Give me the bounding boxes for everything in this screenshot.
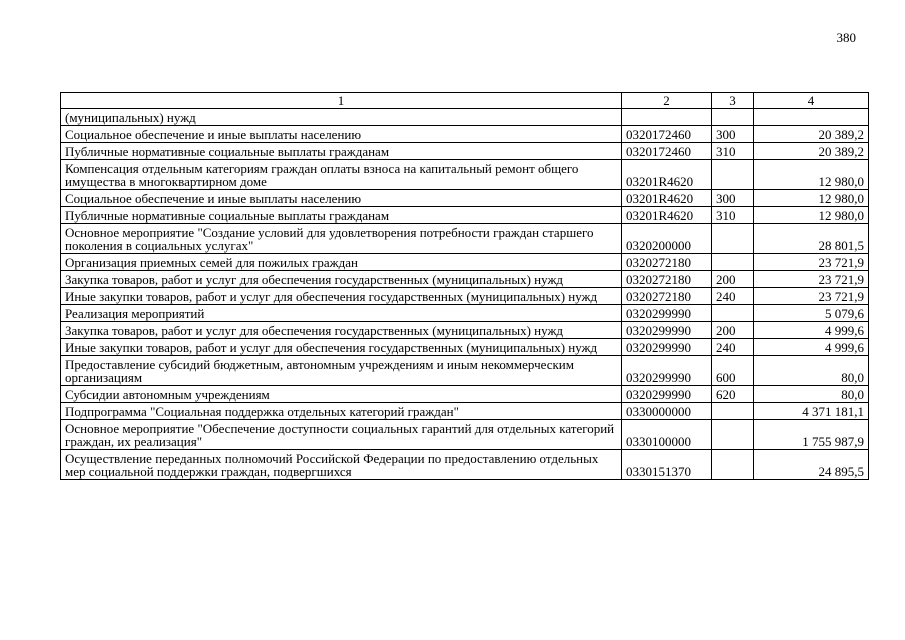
row-sum-cell: 23 721,9 <box>754 288 869 305</box>
row-name-cell: Основное мероприятие "Создание условий для удовлетворения потребности граждан старшего поколения в социальных услугах" <box>61 224 622 254</box>
table-row <box>61 109 869 126</box>
table-row <box>61 403 869 420</box>
table-header-row <box>61 93 869 109</box>
table-row <box>61 288 869 305</box>
table-row <box>61 356 869 386</box>
row-sum-cell: 12 980,0 <box>754 207 869 224</box>
table-row <box>61 271 869 288</box>
row-type-cell: 200 <box>712 322 754 339</box>
row-code-cell: 0320172460 <box>622 126 712 143</box>
table-row <box>61 126 869 143</box>
table-body <box>61 109 869 480</box>
row-type-cell <box>712 403 754 420</box>
row-sum-cell: 23 721,9 <box>754 271 869 288</box>
table-row <box>61 386 869 403</box>
row-name-cell: Организация приемных семей для пожилых граждан <box>61 254 622 271</box>
row-code-cell: 03201R4620 <box>622 190 712 207</box>
row-name-cell: Социальное обеспечение и иные выплаты населению <box>61 126 622 143</box>
row-sum-cell: 24 895,5 <box>754 450 869 480</box>
budget-table <box>60 92 869 480</box>
table-row <box>61 224 869 254</box>
row-code-cell: 0330000000 <box>622 403 712 420</box>
row-sum-cell: 5 079,6 <box>754 305 869 322</box>
row-name-cell: Закупка товаров, работ и услуг для обеспечения государственных (муниципальных) нужд <box>61 322 622 339</box>
table-row <box>61 190 869 207</box>
row-code-cell: 0320299990 <box>622 356 712 386</box>
column-header-sum: 4 <box>754 93 869 109</box>
row-sum-cell: 20 389,2 <box>754 143 869 160</box>
table-row <box>61 254 869 271</box>
row-type-cell: 300 <box>712 126 754 143</box>
row-sum-cell: 28 801,5 <box>754 224 869 254</box>
row-sum-cell: 12 980,0 <box>754 190 869 207</box>
row-sum-cell: 12 980,0 <box>754 160 869 190</box>
column-header-csr: 2 <box>622 93 712 109</box>
row-name-cell: Осуществление переданных полномочий Российской Федерации по предоставлению отдельных мер социальной поддержки граждан, подвергшихся <box>61 450 622 480</box>
row-type-cell <box>712 420 754 450</box>
column-header-name: 1 <box>61 93 622 109</box>
row-code-cell: 03201R4620 <box>622 207 712 224</box>
row-name-cell: Подпрограмма "Социальная поддержка отдельных категорий граждан" <box>61 403 622 420</box>
table-row <box>61 143 869 160</box>
row-code-cell: 0320200000 <box>622 224 712 254</box>
row-name-cell: Компенсация отдельным категориям граждан оплаты взноса на капитальный ремонт общего имущества в многоквартирном доме <box>61 160 622 190</box>
row-type-cell: 300 <box>712 190 754 207</box>
row-code-cell: 03201R4620 <box>622 160 712 190</box>
row-code-cell: 0330100000 <box>622 420 712 450</box>
row-name-cell: Основное мероприятие "Обеспечение доступности социальных гарантий для отдельных категорий граждан, их реализация" <box>61 420 622 450</box>
row-code-cell: 0330151370 <box>622 450 712 480</box>
row-type-cell <box>712 305 754 322</box>
row-type-cell <box>712 160 754 190</box>
row-code-cell <box>622 109 712 126</box>
row-sum-cell: 23 721,9 <box>754 254 869 271</box>
row-type-cell: 240 <box>712 339 754 356</box>
row-type-cell: 310 <box>712 143 754 160</box>
row-name-cell: Иные закупки товаров, работ и услуг для обеспечения государственных (муниципальных) нужд <box>61 339 622 356</box>
page-number: 380 <box>836 30 856 45</box>
row-type-cell: 200 <box>712 271 754 288</box>
row-sum-cell: 4 999,6 <box>754 339 869 356</box>
row-type-cell: 310 <box>712 207 754 224</box>
table-row <box>61 305 869 322</box>
row-name-cell: Закупка товаров, работ и услуг для обеспечения государственных (муниципальных) нужд <box>61 271 622 288</box>
row-name-cell: Предоставление субсидий бюджетным, автономным учреждениям и иным некоммерческим организациям <box>61 356 622 386</box>
row-sum-cell <box>754 109 869 126</box>
row-code-cell: 0320299990 <box>622 305 712 322</box>
row-code-cell: 0320272180 <box>622 288 712 305</box>
row-type-cell <box>712 450 754 480</box>
table-row <box>61 160 869 190</box>
row-name-cell: Социальное обеспечение и иные выплаты населению <box>61 190 622 207</box>
row-type-cell: 240 <box>712 288 754 305</box>
row-code-cell: 0320272180 <box>622 271 712 288</box>
table-row <box>61 339 869 356</box>
row-code-cell: 0320272180 <box>622 254 712 271</box>
row-name-cell: (муниципальных) нужд <box>61 109 622 126</box>
row-sum-cell: 1 755 987,9 <box>754 420 869 450</box>
table-row <box>61 207 869 224</box>
row-type-cell: 600 <box>712 356 754 386</box>
row-code-cell: 0320299990 <box>622 339 712 356</box>
row-type-cell <box>712 224 754 254</box>
row-type-cell <box>712 254 754 271</box>
row-code-cell: 0320299990 <box>622 386 712 403</box>
row-name-cell: Реализация мероприятий <box>61 305 622 322</box>
row-name-cell: Публичные нормативные социальные выплаты гражданам <box>61 143 622 160</box>
row-name-cell: Иные закупки товаров, работ и услуг для обеспечения государственных (муниципальных) нужд <box>61 288 622 305</box>
row-sum-cell: 4 371 181,1 <box>754 403 869 420</box>
row-code-cell: 0320172460 <box>622 143 712 160</box>
row-name-cell: Публичные нормативные социальные выплаты гражданам <box>61 207 622 224</box>
row-name-cell: Субсидии автономным учреждениям <box>61 386 622 403</box>
row-sum-cell: 80,0 <box>754 356 869 386</box>
table-row <box>61 322 869 339</box>
column-header-vr: 3 <box>712 93 754 109</box>
row-code-cell: 0320299990 <box>622 322 712 339</box>
row-sum-cell: 20 389,2 <box>754 126 869 143</box>
row-type-cell: 620 <box>712 386 754 403</box>
row-sum-cell: 80,0 <box>754 386 869 403</box>
row-sum-cell: 4 999,6 <box>754 322 869 339</box>
row-type-cell <box>712 109 754 126</box>
table-row <box>61 420 869 450</box>
table-row <box>61 450 869 480</box>
